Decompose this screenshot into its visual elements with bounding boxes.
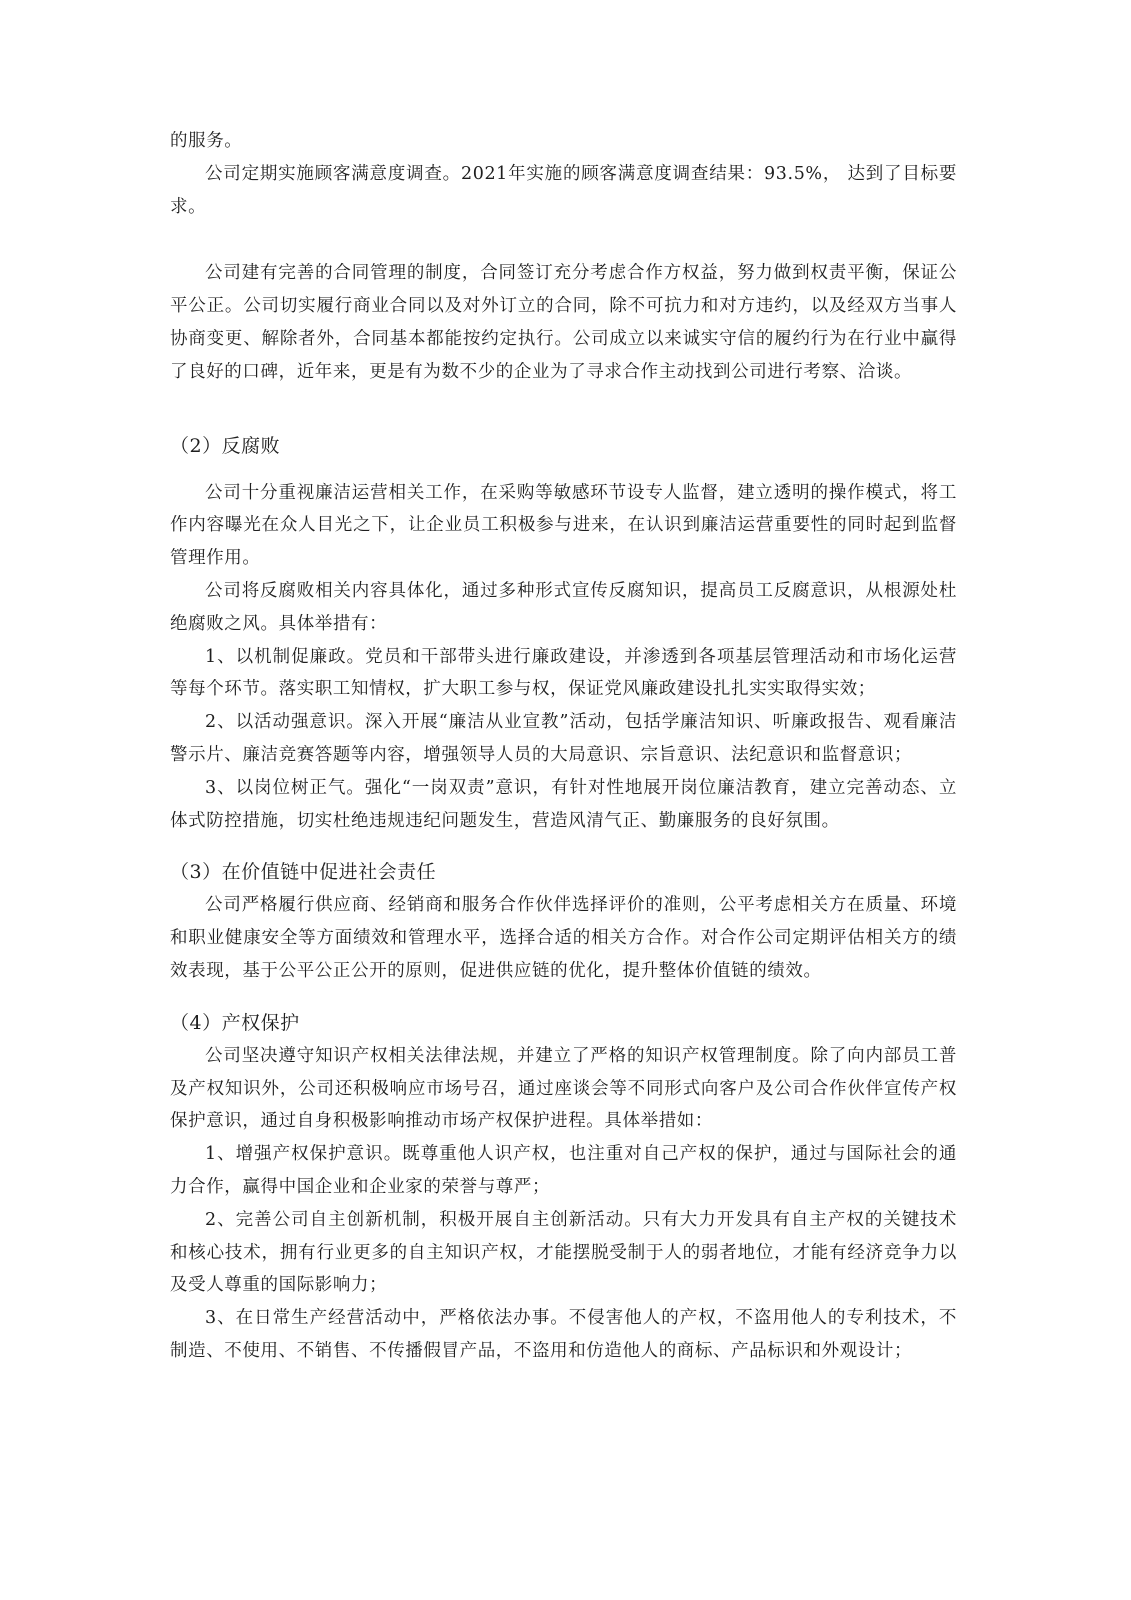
paragraph-customer-survey: 公司定期实施顾客满意度调查。2021年实施的顾客满意度调查结果：93.5%， 达到了目标要求。 (170, 163, 957, 217)
paragraph-anti-corruption-intro: 公司十分重视廉洁运营相关工作，在采购等敏感环节设专人监督，建立透明的操作模式，将工作内容曝光在众人目光之下，让企业员工积极参与进来，在认识到廉洁运营重要性的同时起到监督管理作用。 (170, 482, 957, 569)
list-item-property-1: 1、增强产权保护意识。既尊重他人识产权，也注重对自己产权的保护，通过与国际社会的通力合作，赢得中国企业和企业家的荣誉与尊严； (170, 1144, 957, 1197)
spacer (170, 223, 957, 257)
list-item-measure-1: 1、以机制促廉政。党员和干部带头进行廉政建设，并渗透到各项基层管理活动和市场化运营等每个环节。落实职工知情权，扩大职工参与权，保证党风廉政建设扎扎实实取得实效； (170, 646, 957, 700)
spacer (170, 988, 957, 1006)
list-item-property-3: 3、在日常生产经营活动中，严格依法办事。不侵害他人的产权，不盗用他人的专利技术，不制造、不使用、不销售、不传播假冒产品，不盗用和仿造他人的商标、产品标识和外观设计； (170, 1308, 957, 1361)
list-item-measure-3: 3、以岗位树正气。强化“一岗双责”意识，有针对性地展开岗位廉洁教育，建立完善动态、立体式防控措施，切实杜绝违规违纪问题发生，营造风清气正、勤廉服务的良好氛围。 (170, 777, 957, 831)
heading-value-chain: （3）在价值链中促进社会责任 (170, 861, 437, 884)
paragraph-anti-corruption-measures: 公司将反腐败相关内容具体化，通过多种形式宣传反腐知识，提高员工反腐意识，从根源处杜绝腐败之风。具体举措有： (170, 580, 957, 634)
heading-property-rights: （4）产权保护 (170, 1011, 300, 1034)
list-item-measure-2: 2、以活动强意识。深入开展“廉洁从业宣教”活动，包括学廉洁知识、听廉政报告、观看廉洁警示片、廉洁竞赛答题等内容，增强领导人员的大局意识、宗旨意识、法纪意识和监督意识； (170, 712, 957, 765)
paragraph-contract-management: 公司建有完善的合同管理的制度，合同签订充分考虑合作方权益，努力做到权责平衡，保证公平公正。公司切实履行商业合同以及对外订立的合同，除不可抗力和对方违约，以及经双方当事人协商变更、解除者外，合同基本都能按约定执行。公司成立以来诚实守信的履约行为在行业中赢得了良好的口碑，近年来，更是有为数不少的企业为了寻求合作主动找到公司进行考察、洽谈。 (170, 263, 957, 382)
spacer (170, 837, 957, 855)
list-item-property-2: 2、完善公司自主创新机制，积极开展自主创新活动。只有大力开发具有自主产权的关键技术和核心技术，拥有行业更多的自主知识产权，才能摆脱受制于人的弱者地位，才能有经济竞争力以及受人尊重的国际影响力； (170, 1209, 957, 1296)
heading-anti-corruption: （2）反腐败 (170, 434, 281, 457)
paragraph-value-chain: 公司严格履行供应商、经销商和服务合作伙伴选择评价的准则，公平考虑相关方在质量、环境和职业健康安全等方面绩效和管理水平，选择合适的相关方合作。对合作公司定期评估相关方的绩效表现，基于公平公正公开的原则，促进供应链的优化，提升整体价值链的绩效。 (170, 895, 957, 981)
paragraph-property-rights-intro: 公司坚决遵守知识产权相关法律法规，并建立了严格的知识产权管理制度。除了向内部员工普及产权知识外，公司还积极响应市场号召，通过座谈会等不同形式向客户及公司合作伙伴宣传产权保护意识，通过自身积极影响推动市场产权保护进程。具体举措如： (170, 1045, 957, 1132)
paragraph-service-end: 的服务。 (170, 131, 243, 151)
document-page (170, 125, 957, 1368)
spacer (170, 389, 957, 429)
spacer (170, 463, 957, 477)
